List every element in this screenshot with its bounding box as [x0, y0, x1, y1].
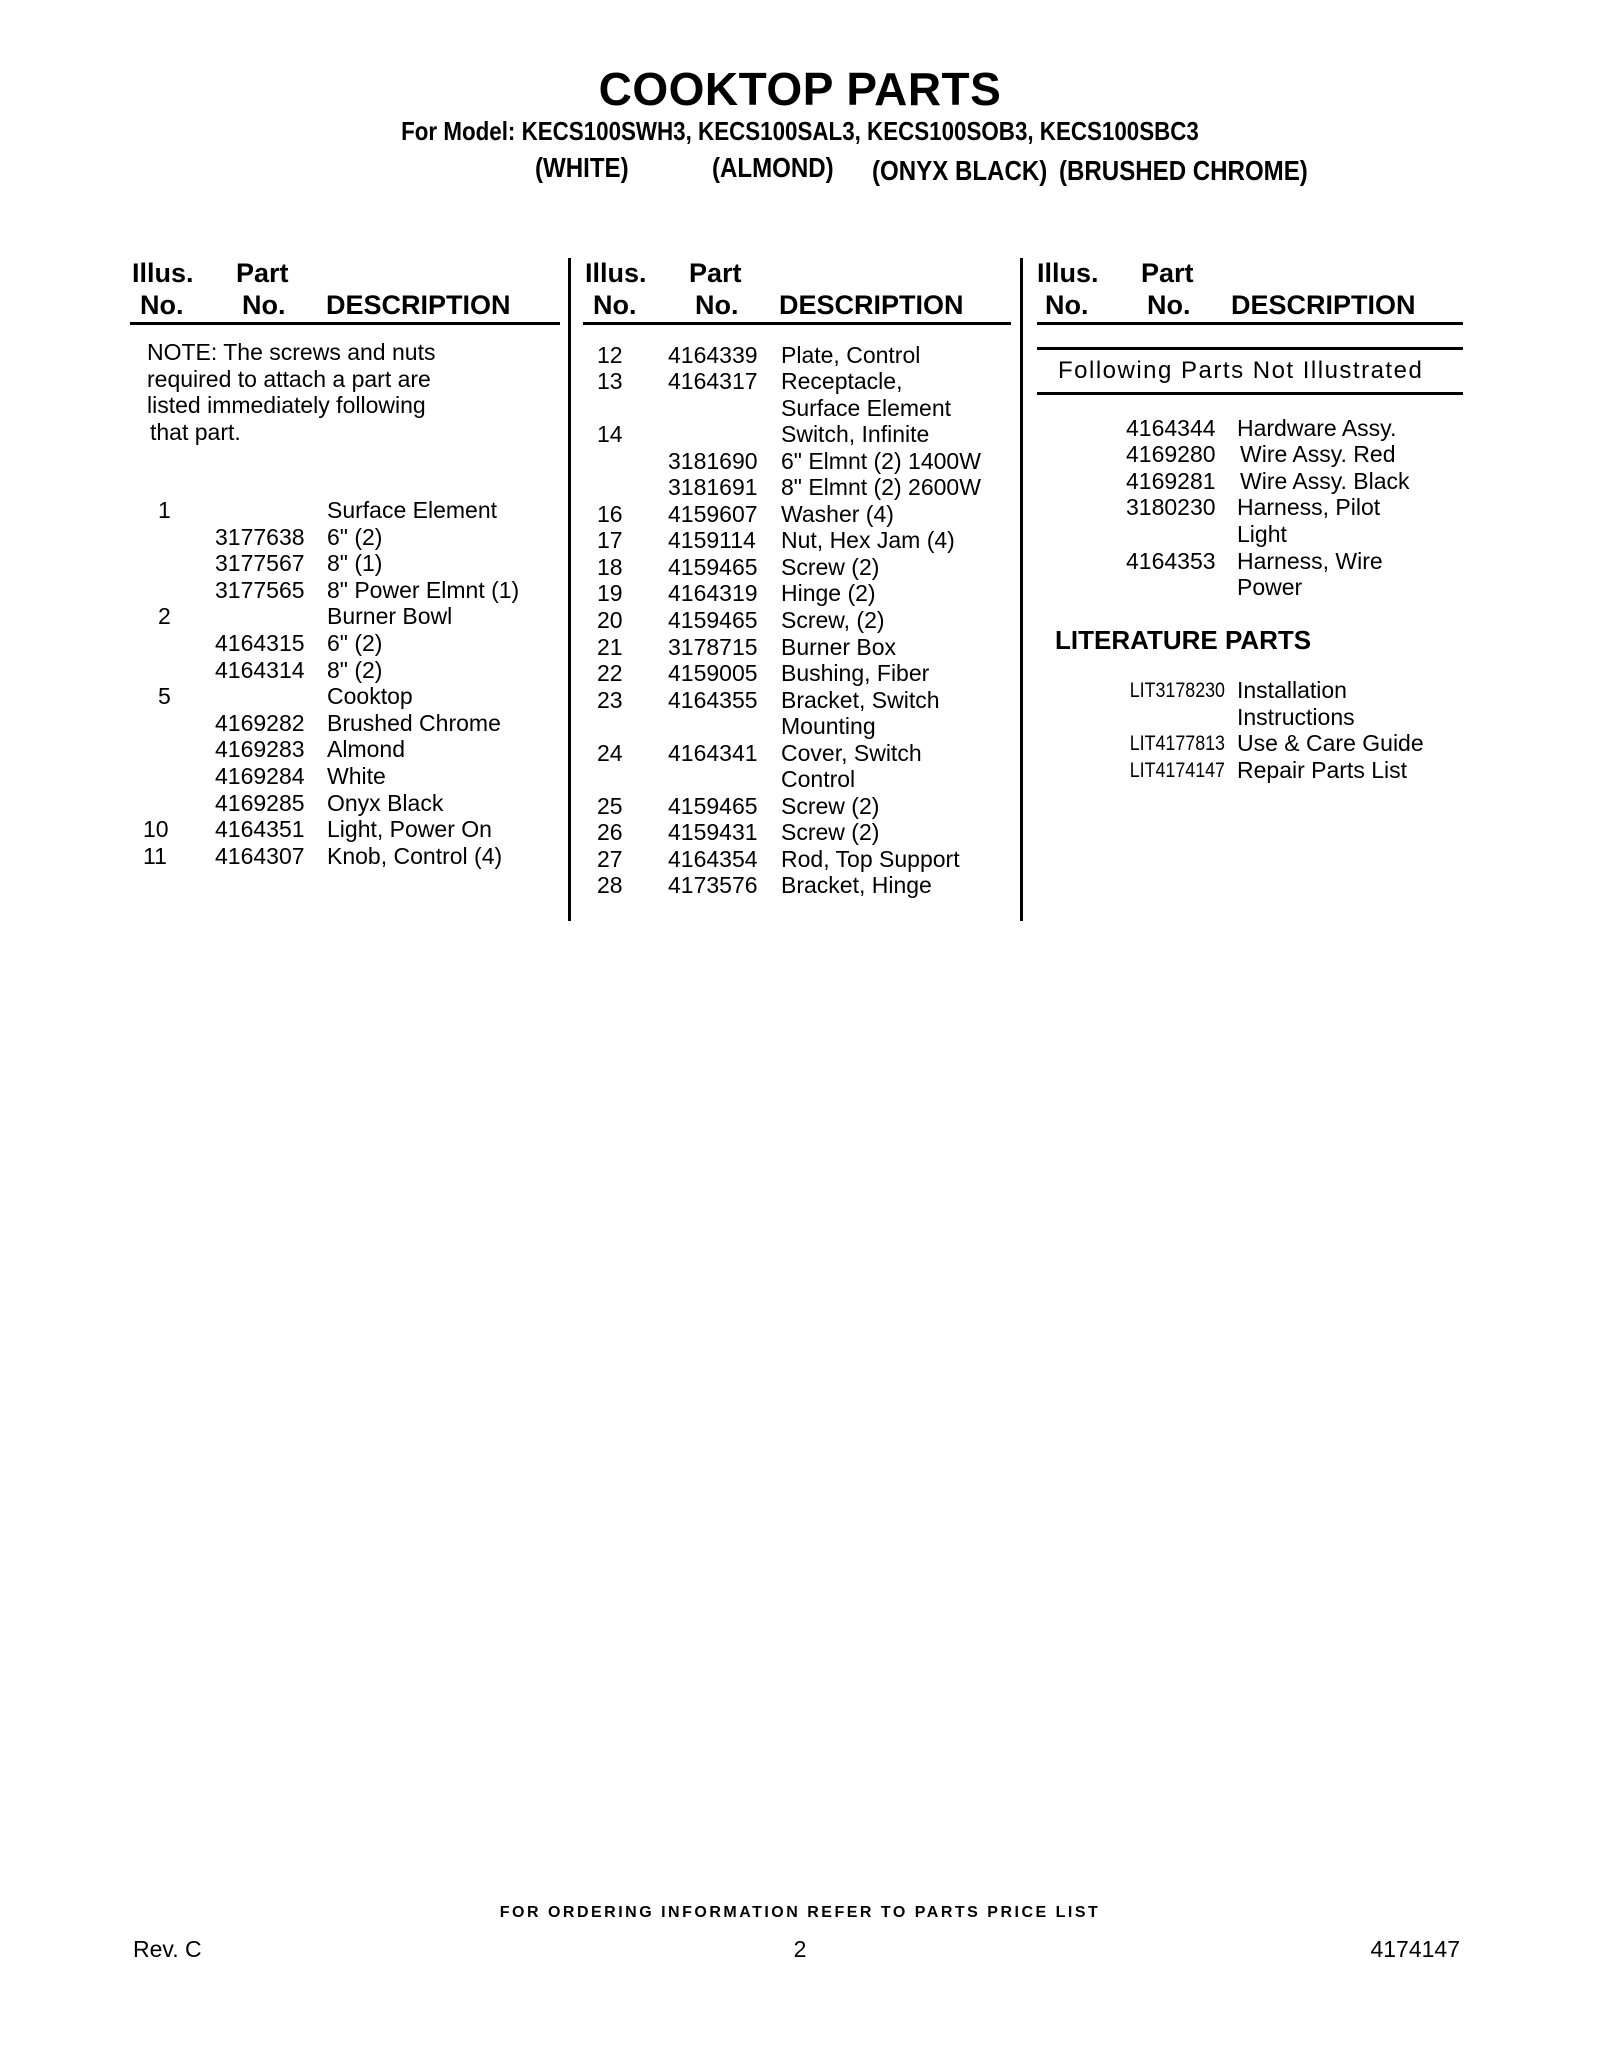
illus-number: 28	[597, 872, 623, 898]
page-number: 2	[793, 1936, 807, 1962]
column-divider-2	[1020, 258, 1023, 921]
header-rule	[130, 322, 560, 325]
model-subtitle: For Model: KECS100SWH3, KECS100SAL3, KECS100SOB3, KECS100SBC3	[401, 116, 1199, 146]
illus-number: 19	[597, 580, 623, 606]
document-number: 4174147	[1370, 1936, 1460, 1962]
header-rule	[583, 322, 1011, 325]
illus-number: 24	[597, 740, 623, 766]
part-number: 3178715	[668, 634, 758, 660]
part-description: 6" Elmnt (2) 1400W	[781, 448, 981, 474]
part-description: Hinge (2)	[781, 580, 876, 606]
description-header: DESCRIPTION	[326, 290, 511, 320]
part-number: 4164341	[668, 740, 758, 766]
part-number: 4169281	[1126, 468, 1216, 494]
color-label-onyx-black: (ONYX BLACK)	[872, 155, 1048, 186]
part-number: 4159607	[668, 501, 758, 527]
description-header: DESCRIPTION	[1231, 290, 1416, 320]
part-description: Screw (2)	[781, 554, 880, 580]
part-number: 3181690	[668, 448, 758, 474]
illus-header: Illus.	[1037, 258, 1099, 288]
part-number: 4164315	[215, 630, 305, 656]
part-description: 8" (1)	[327, 550, 383, 576]
part-description: Mounting	[781, 713, 876, 739]
part-number: 3180230	[1126, 494, 1216, 520]
part-description: Onyx Black	[327, 790, 444, 816]
part-no-header: No.	[695, 290, 739, 320]
illus-number: 16	[597, 501, 623, 527]
part-number: LIT4174147	[1129, 759, 1225, 782]
part-number: 3181691	[668, 474, 758, 500]
part-number: 4159465	[668, 607, 758, 633]
illus-number: 26	[597, 819, 623, 845]
part-description: Light	[1237, 521, 1287, 547]
not-illustrated-top-rule	[1037, 347, 1463, 350]
part-description: Harness, Pilot	[1237, 494, 1381, 520]
part-description: 8" Power Elmnt (1)	[327, 577, 520, 603]
illus-number: 18	[597, 554, 623, 580]
part-number: 4169285	[215, 790, 305, 816]
part-number: 4159114	[668, 527, 756, 553]
part-no-header: No.	[242, 290, 286, 320]
part-number: 4164339	[668, 342, 758, 368]
illus-number: 25	[597, 793, 623, 819]
part-number: 4169284	[215, 763, 305, 789]
part-description: Bracket, Switch	[781, 687, 940, 713]
part-description: Control	[781, 766, 856, 792]
illus-number: 2	[158, 603, 171, 629]
part-description: Instructions	[1237, 704, 1355, 730]
part-description: Almond	[327, 736, 405, 762]
part-number: LIT4177813	[1129, 732, 1225, 755]
part-description: Bushing, Fiber	[781, 660, 930, 686]
page-title: COOKTOP PARTS	[598, 63, 1002, 115]
part-description: Installation	[1237, 677, 1347, 703]
part-number: 3177565	[215, 577, 305, 603]
part-number: 4164354	[668, 846, 758, 872]
part-number: 4159465	[668, 793, 758, 819]
ordering-note: FOR ORDERING INFORMATION REFER TO PARTS PRICE LIST	[499, 1904, 1101, 1921]
part-description: Use & Care Guide	[1237, 730, 1424, 756]
illus-number: 13	[597, 368, 623, 394]
literature-parts-header: LITERATURE PARTS	[1055, 625, 1312, 655]
part-description: Burner Bowl	[327, 603, 453, 629]
part-description: Burner Box	[781, 634, 897, 660]
part-number: 4164353	[1126, 548, 1216, 574]
part-description: Surface Element	[327, 497, 498, 523]
part-number: 4159431	[668, 819, 758, 845]
color-label-white: (WHITE)	[535, 152, 629, 183]
illus-number: 23	[597, 687, 623, 713]
note-line: required to attach a part are	[147, 366, 431, 392]
illus-header: Illus.	[132, 258, 194, 288]
illus-no-header: No.	[140, 290, 184, 320]
part-description: 8" (2)	[327, 657, 383, 683]
part-number: 4173576	[668, 872, 758, 898]
part-description: 6" (2)	[327, 630, 383, 656]
part-description: Hardware Assy.	[1237, 415, 1397, 441]
column-divider-1	[568, 258, 571, 921]
part-description: Harness, Wire	[1237, 548, 1383, 574]
part-description: Screw (2)	[781, 793, 880, 819]
color-label-brushed-chrome: (BRUSHED CHROME)	[1059, 155, 1308, 186]
part-number: 4164319	[668, 580, 758, 606]
part-header: Part	[689, 258, 742, 288]
part-number: 4169282	[215, 710, 305, 736]
part-description: Power	[1237, 574, 1303, 600]
illus-number: 14	[597, 421, 623, 447]
not-illustrated-header: Following Parts Not Illustrated	[1058, 357, 1424, 384]
part-number: 3177638	[215, 524, 305, 550]
illus-number: 27	[597, 846, 623, 872]
illus-number: 17	[597, 527, 623, 553]
color-label-almond: (ALMOND)	[712, 152, 834, 183]
part-number: 4159465	[668, 554, 758, 580]
note-line: listed immediately following	[147, 392, 426, 418]
note-line: that part.	[150, 419, 241, 445]
illus-number: 22	[597, 660, 623, 686]
part-description: Wire Assy. Red	[1240, 441, 1396, 467]
illus-no-header: No.	[593, 290, 637, 320]
illus-number: 12	[597, 342, 623, 368]
part-description: Switch, Infinite	[781, 421, 930, 447]
header-rule	[1037, 322, 1463, 325]
part-number: 4159005	[668, 660, 758, 686]
part-no-header: No.	[1147, 290, 1191, 320]
part-description: Screw (2)	[781, 819, 880, 845]
part-description: White	[327, 763, 386, 789]
part-description: 6" (2)	[327, 524, 383, 550]
illus-number: 5	[158, 683, 171, 709]
part-description: Rod, Top Support	[781, 846, 960, 872]
part-number: 4169283	[215, 736, 305, 762]
part-number: 4169280	[1126, 441, 1216, 467]
part-description: Cooktop	[327, 683, 413, 709]
illus-number: 11	[143, 843, 167, 869]
part-description: Nut, Hex Jam (4)	[781, 527, 955, 553]
part-description: Light, Power On	[327, 816, 492, 842]
illus-number: 21	[597, 634, 623, 660]
description-header: DESCRIPTION	[779, 290, 964, 320]
not-illustrated-bottom-rule	[1037, 392, 1463, 395]
revision-label: Rev. C	[133, 1936, 202, 1962]
part-description: 8" Elmnt (2) 2600W	[781, 474, 981, 500]
part-description: Washer (4)	[781, 501, 894, 527]
part-description: Knob, Control (4)	[327, 843, 503, 869]
illus-number: 1	[158, 497, 171, 523]
part-number: 3177567	[215, 550, 305, 576]
part-number: LIT3178230	[1129, 679, 1225, 702]
part-description: Screw, (2)	[781, 607, 885, 633]
part-description: Receptacle,	[781, 368, 903, 394]
part-description: Wire Assy. Black	[1240, 468, 1410, 494]
part-description: Plate, Control	[781, 342, 921, 368]
part-description: Brushed Chrome	[327, 710, 501, 736]
part-header: Part	[1141, 258, 1194, 288]
part-number: 4164307	[215, 843, 305, 869]
part-header: Part	[236, 258, 289, 288]
note-line: NOTE: The screws and nuts	[147, 339, 436, 365]
illus-number: 20	[597, 607, 623, 633]
part-description: Bracket, Hinge	[781, 872, 932, 898]
part-description: Surface Element	[781, 395, 952, 421]
part-number: 4164317	[668, 368, 758, 394]
part-number: 4164351	[215, 816, 305, 842]
part-number: 4164355	[668, 687, 758, 713]
part-number: 4164314	[215, 657, 305, 683]
illus-header: Illus.	[585, 258, 647, 288]
illus-no-header: No.	[1045, 290, 1089, 320]
part-description: Repair Parts List	[1237, 757, 1408, 783]
illus-number: 10	[143, 816, 169, 842]
part-number: 4164344	[1126, 415, 1216, 441]
part-description: Cover, Switch	[781, 740, 922, 766]
